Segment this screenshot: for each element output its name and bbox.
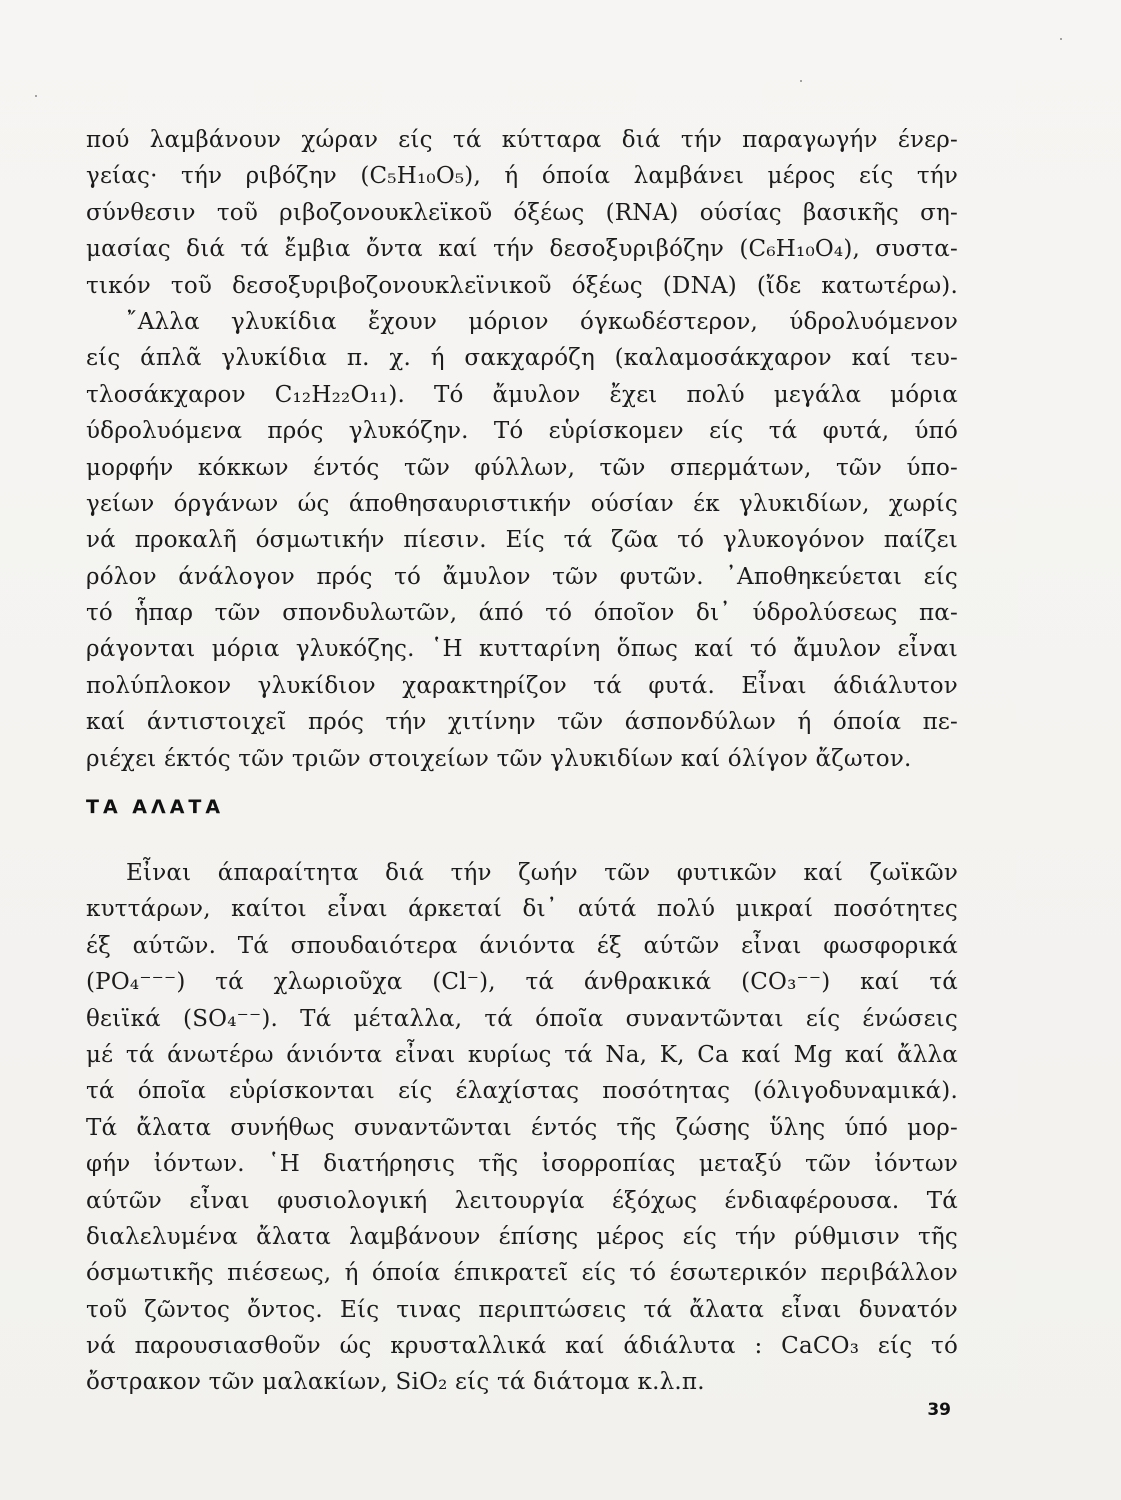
text-line: (PO₄⁻⁻⁻) τά χλωριοῦχα (Cl⁻), τά άνθρακικά (CO₃⁻⁻) καί τά: [86, 969, 958, 996]
text-line: πού λαμβάνουν χώραν είς τά κύτταρα διά τήν παραγωγήν ένερ-: [86, 127, 958, 153]
text-line: μέ τά άνωτέρω άνιόντα εἶναι κυρίως τά Na, K, Ca καί Mg καί ἄλλα: [86, 1041, 958, 1068]
text-line: νά παρουσιασθοῦν ώς κρυσταλλικά καί άδιάλυτα : CaCO₃ είς τό: [86, 1333, 958, 1360]
text-line: κυττάρων, καίτοι εἶναι άρκεταί δι᾿ αύτά πολύ μικραί ποσότητες: [86, 896, 958, 923]
text-line: μασίας διά τά ἔμβια ὄντα καί τήν δεσοξυριβόζην (C₆H₁₀O₄), συστα-: [86, 236, 958, 263]
section-heading: ΤΑ ΑΛΑΤΑ: [86, 796, 225, 818]
text-line: καί άντιστοιχεῖ πρός τήν χιτίνην τῶν άσπονδύλων ή όποία πε-: [86, 709, 958, 736]
text-line: ράγονται μόρια γλυκόζης. ῾Η κυτταρίνη ὅπως καί τό ἄμυλον εἶναι: [86, 636, 958, 663]
text-line: μορφήν κόκκων έντός τῶν φύλλων, τῶν σπερμάτων, τῶν ύπο-: [86, 454, 958, 481]
text-line: γείας· τήν ριβόζην (C₅H₁₀O₅), ή όποία λαμβάνει μέρος είς τήν: [86, 163, 958, 190]
text-line: ριέχει έκτός τῶν τριῶν στοιχείων τῶν γλυκιδίων καί όλίγον ἄζωτον.: [86, 745, 912, 772]
text-line: ύδρολυόμενα πρός γλυκόζην. Τό εὑρίσκομεν είς τά φυτά, ύπό: [86, 418, 958, 445]
text-line: θειϊκά (SO₄⁻⁻). Τά μέταλλα, τά όποῖα συναντῶνται είς ένώσεις: [86, 1005, 958, 1032]
text-line: διαλελυμένα ἄλατα λαμβάνουν έπίσης μέρος είς τήν ρύθμισιν τῆς: [86, 1223, 958, 1250]
text-line: Τά ἄλατα συνήθως συναντῶνται έντός τῆς ζώσης ὕλης ύπό μορ-: [86, 1114, 958, 1141]
text-line: ρόλον άνάλογον πρός τό ἄμυλον τῶν φυτῶν. ᾿Αποθηκεύεται είς: [86, 563, 958, 590]
text-line: πολύπλοκον γλυκίδιον χαρακτηρίζον τά φυτά. Εἶναι άδιάλυτον: [86, 672, 958, 699]
text-line: όσμωτικῆς πιέσεως, ή όποία έπικρατεῖ είς τό έσωτερικόν περιβάλλον: [86, 1260, 958, 1287]
speck: [800, 80, 802, 82]
text-line: σύνθεσιν τοῦ ριβοζονουκλεϊκοῦ όξέως (RNA) ούσίας βασικῆς ση-: [86, 199, 958, 226]
text-line: αύτῶν εἶναι φυσιολογική λειτουργία έξόχως ένδιαφέρουσα. Τά: [86, 1187, 958, 1214]
text-line: τλοσάκχαρον C₁₂H₂₂O₁₁). Τό ἄμυλον ἔχει πολύ μεγάλα μόρια: [86, 381, 958, 408]
text-line: νά προκαλῆ όσμωτικήν πίεσιν. Είς τά ζῶα τό γλυκογόνον παίζει: [86, 527, 958, 554]
text-line: ὄστρακον τῶν μαλακίων, SiO₂ είς τά διάτομα κ.λ.π.: [86, 1369, 705, 1396]
text-line: ῎Αλλα γλυκίδια ἔχουν μόριον όγκωδέστερον, ύδρολυόμενον: [126, 308, 958, 335]
text-line: έξ αύτῶν. Τά σπουδαιότερα άνιόντα έξ αύτῶν εἶναι φωσφορικά: [86, 932, 958, 959]
text-line: γείων όργάνων ώς άποθησαυριστικήν ούσίαν έκ γλυκιδίων, χωρίς: [86, 490, 958, 517]
text-line: τικόν τοῦ δεσοξυριβοζονουκλεϊνικοῦ όξέως (DNA) (ἴδε κατωτέρω).: [86, 272, 958, 299]
speck: [35, 95, 37, 97]
text-line: τά όποῖα εὑρίσκονται είς έλαχίστας ποσότητας (όλιγοδυναμικά).: [86, 1078, 958, 1105]
text-line: φήν ἰόντων. ῾Η διατήρησις τῆς ἰσορροπίας μεταξύ τῶν ἰόντων: [86, 1151, 958, 1178]
page-number: 39: [927, 1400, 951, 1420]
paragraph-salts: [86, 855, 958, 1401]
paragraph-carbohydrates: [86, 122, 958, 777]
speck: [1060, 38, 1062, 40]
text-line: είς άπλᾶ γλυκίδια π. χ. ή σακχαρόζη (καλαμοσάκχαρον καί τευ-: [86, 345, 958, 372]
text-line: Εἶναι άπαραίτητα διά τήν ζωήν τῶν φυτικῶν καί ζωϊκῶν: [126, 860, 958, 886]
text-line: τοῦ ζῶντος ὄντος. Είς τινας περιπτώσεις τά ἄλατα εἶναι δυνατόν: [86, 1296, 958, 1323]
text-line: τό ἧπαρ τῶν σπονδυλωτῶν, άπό τό όποῖον δι᾿ ύδρολύσεως πα-: [86, 600, 958, 627]
